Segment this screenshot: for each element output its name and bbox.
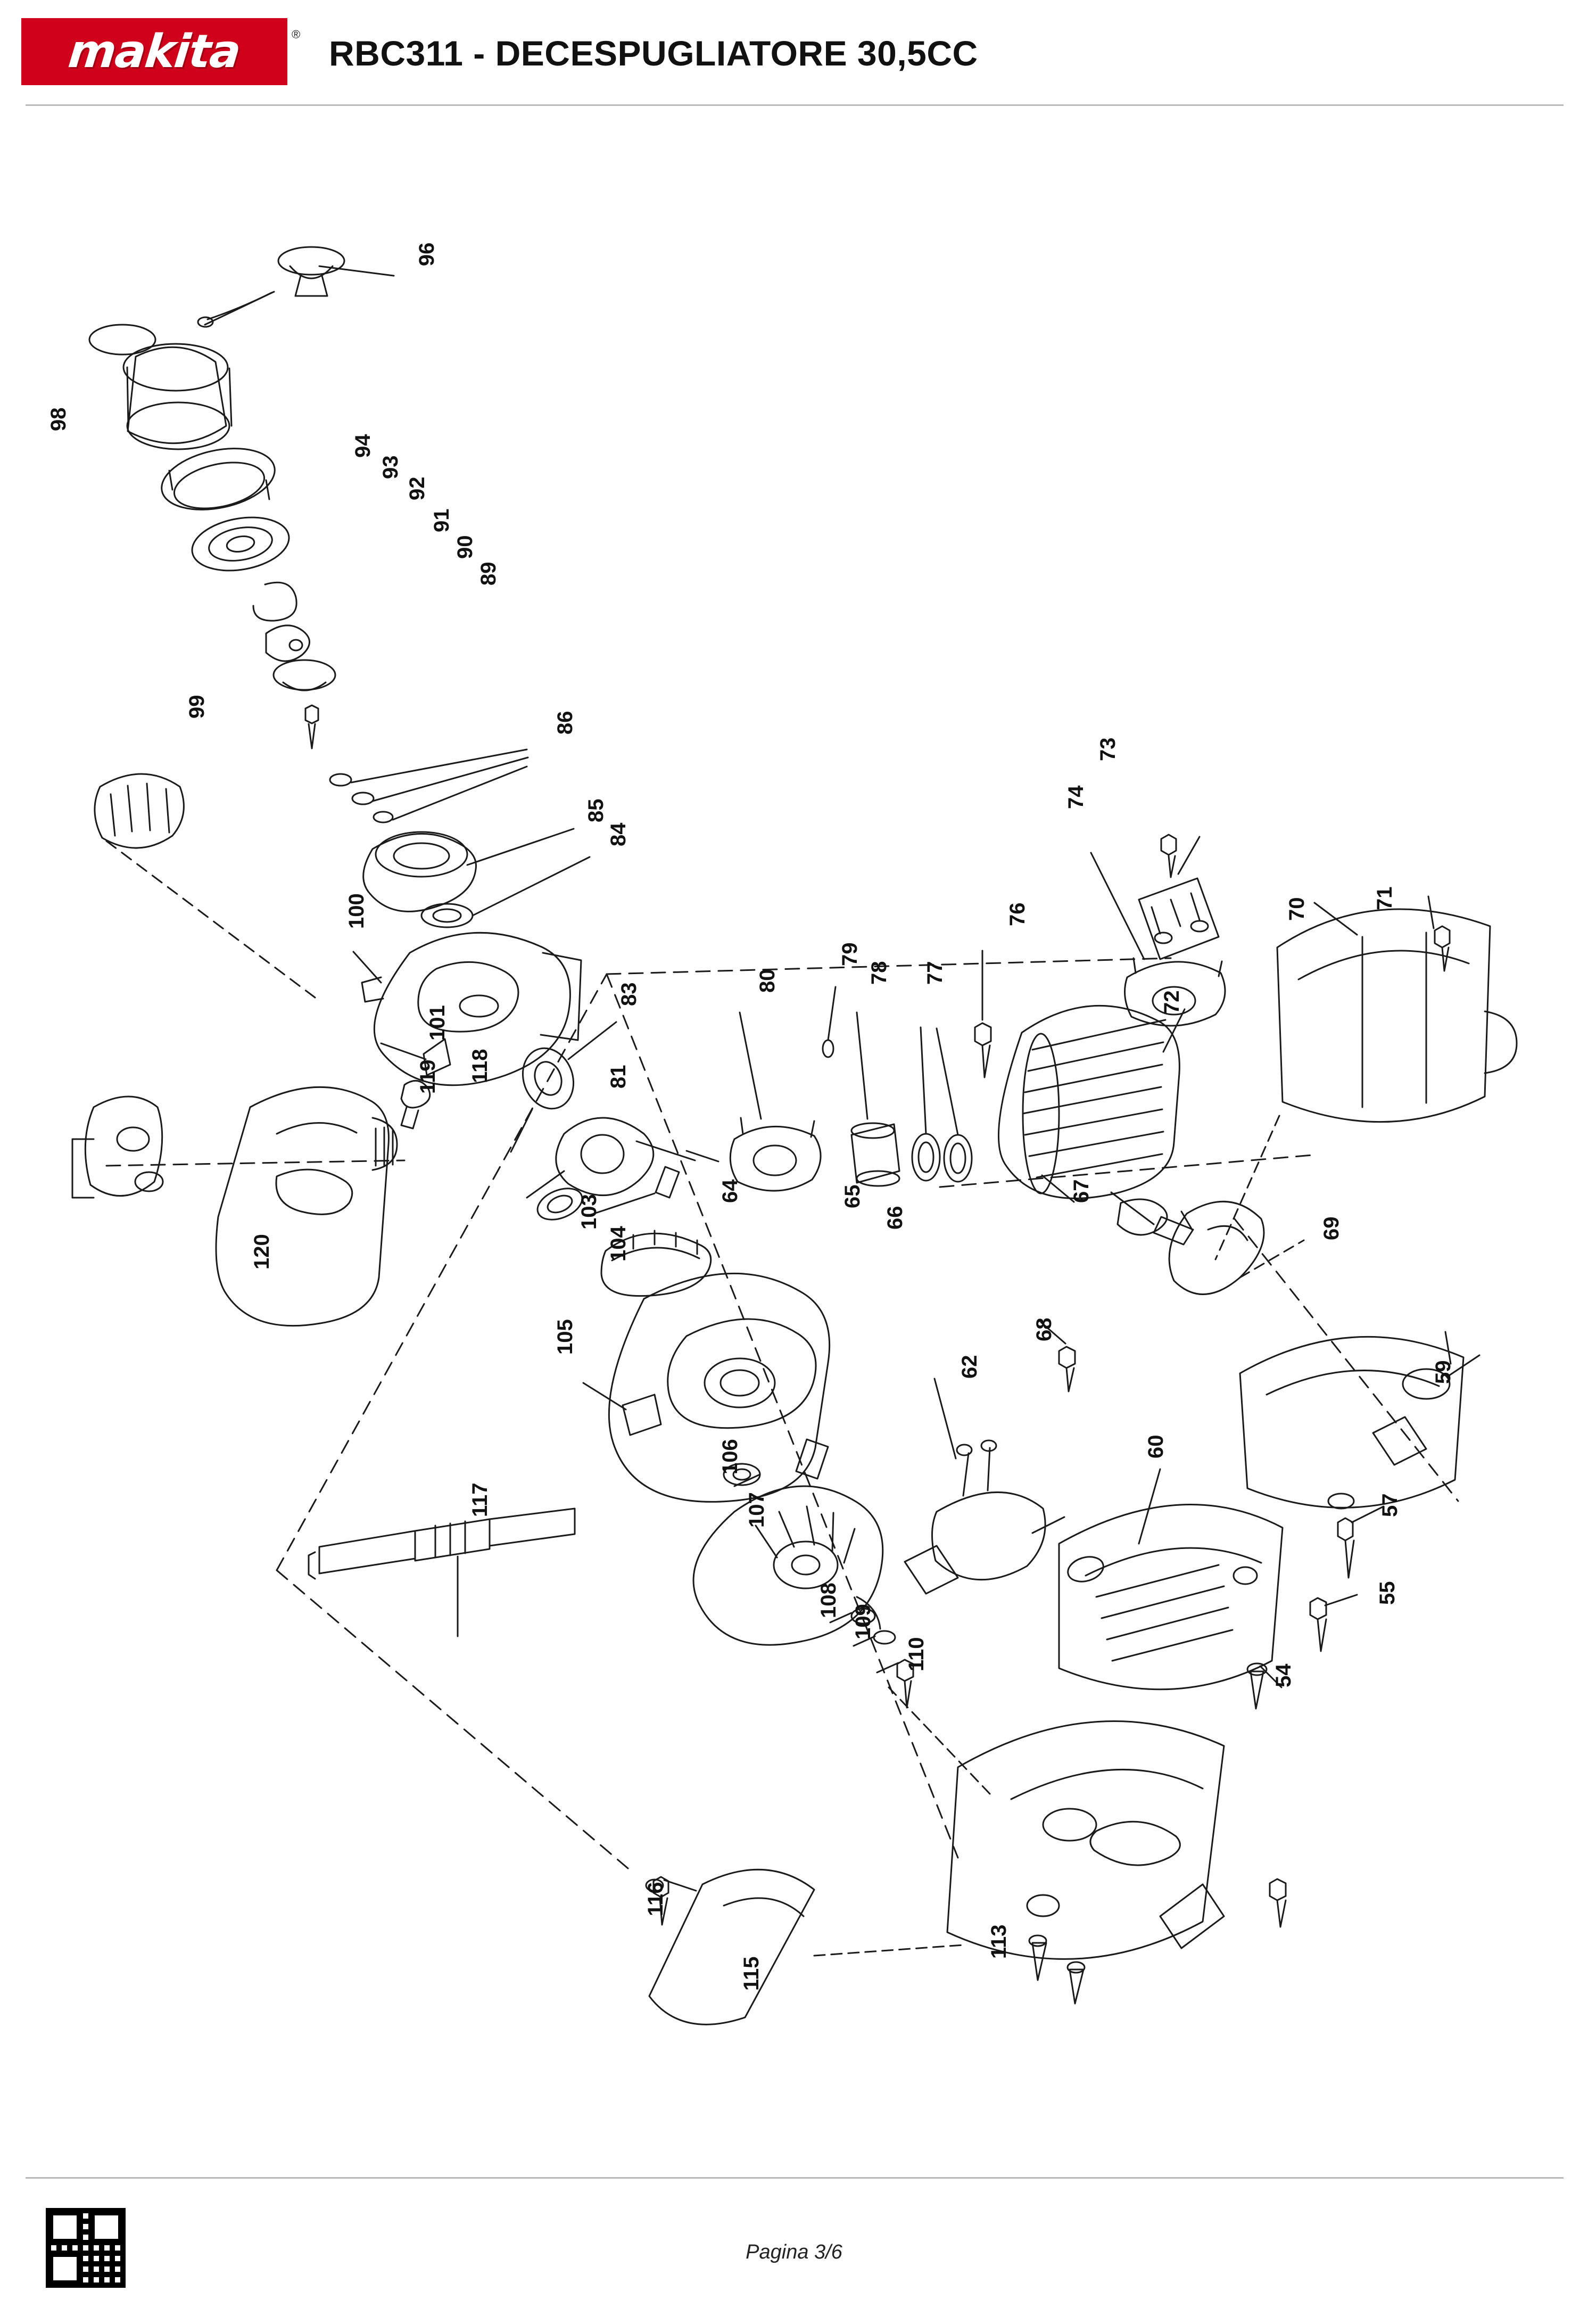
callout-116: 116 <box>644 1882 667 1916</box>
callout-108: 108 <box>817 1583 840 1618</box>
callout-92: 92 <box>406 476 429 500</box>
callout-80: 80 <box>756 969 779 993</box>
callout-67: 67 <box>1070 1179 1093 1203</box>
callout-77: 77 <box>923 961 947 985</box>
callout-113: 113 <box>987 1924 1011 1959</box>
callout-84: 84 <box>607 822 630 846</box>
callout-85: 85 <box>584 798 608 822</box>
callout-104: 104 <box>607 1226 630 1262</box>
callout-81: 81 <box>607 1065 630 1089</box>
callout-89: 89 <box>477 562 500 586</box>
callout-66: 66 <box>883 1206 907 1230</box>
callout-57: 57 <box>1378 1493 1402 1517</box>
callout-118: 118 <box>468 1049 492 1083</box>
callout-79: 79 <box>838 942 862 966</box>
callout-91: 91 <box>430 508 453 532</box>
callout-72: 72 <box>1160 990 1184 1014</box>
callout-119: 119 <box>416 1059 440 1094</box>
callout-83: 83 <box>617 982 641 1006</box>
callout-71: 71 <box>1373 886 1396 910</box>
callout-69: 69 <box>1320 1216 1343 1240</box>
callout-115: 115 <box>740 1956 763 1991</box>
callout-65: 65 <box>841 1184 864 1208</box>
callout-59: 59 <box>1432 1360 1455 1384</box>
callout-110: 110 <box>905 1637 928 1671</box>
brand-name: makita <box>66 25 243 78</box>
callout-107: 107 <box>745 1492 768 1528</box>
footer-divider <box>26 2177 1564 2179</box>
callout-96: 96 <box>415 242 439 266</box>
callout-117: 117 <box>468 1482 492 1517</box>
callout-103: 103 <box>577 1194 601 1230</box>
callout-106: 106 <box>718 1439 742 1474</box>
page-title: RBC311 - DECESPUGLIATORE 30,5CC <box>329 34 978 73</box>
callout-94: 94 <box>351 434 375 458</box>
callout-78: 78 <box>867 961 891 985</box>
callout-99: 99 <box>185 695 209 719</box>
callout-76: 76 <box>1006 902 1029 926</box>
callout-68: 68 <box>1032 1317 1056 1341</box>
header-divider <box>26 104 1564 106</box>
page-header <box>0 0 1588 106</box>
callout-70: 70 <box>1285 897 1309 921</box>
callout-73: 73 <box>1096 737 1120 761</box>
page-number: Pagina 3/6 <box>746 2241 842 2263</box>
callout-109: 109 <box>851 1604 875 1639</box>
exploded-parts-diagram <box>0 106 1588 2161</box>
callout-120: 120 <box>250 1234 274 1270</box>
callout-98: 98 <box>47 407 70 431</box>
callout-64: 64 <box>718 1179 742 1203</box>
registered-trademark-symbol: ® <box>292 28 301 41</box>
callout-90: 90 <box>453 535 477 559</box>
callout-86: 86 <box>553 711 577 735</box>
callout-54: 54 <box>1272 1663 1295 1687</box>
callout-105: 105 <box>553 1319 577 1355</box>
callout-60: 60 <box>1144 1435 1168 1458</box>
callout-55: 55 <box>1376 1581 1399 1605</box>
callout-100: 100 <box>345 893 368 929</box>
callout-101: 101 <box>426 1005 449 1041</box>
callout-93: 93 <box>379 455 402 479</box>
callout-62: 62 <box>958 1355 981 1379</box>
callout-74: 74 <box>1064 785 1088 809</box>
makita-logo <box>21 18 287 85</box>
